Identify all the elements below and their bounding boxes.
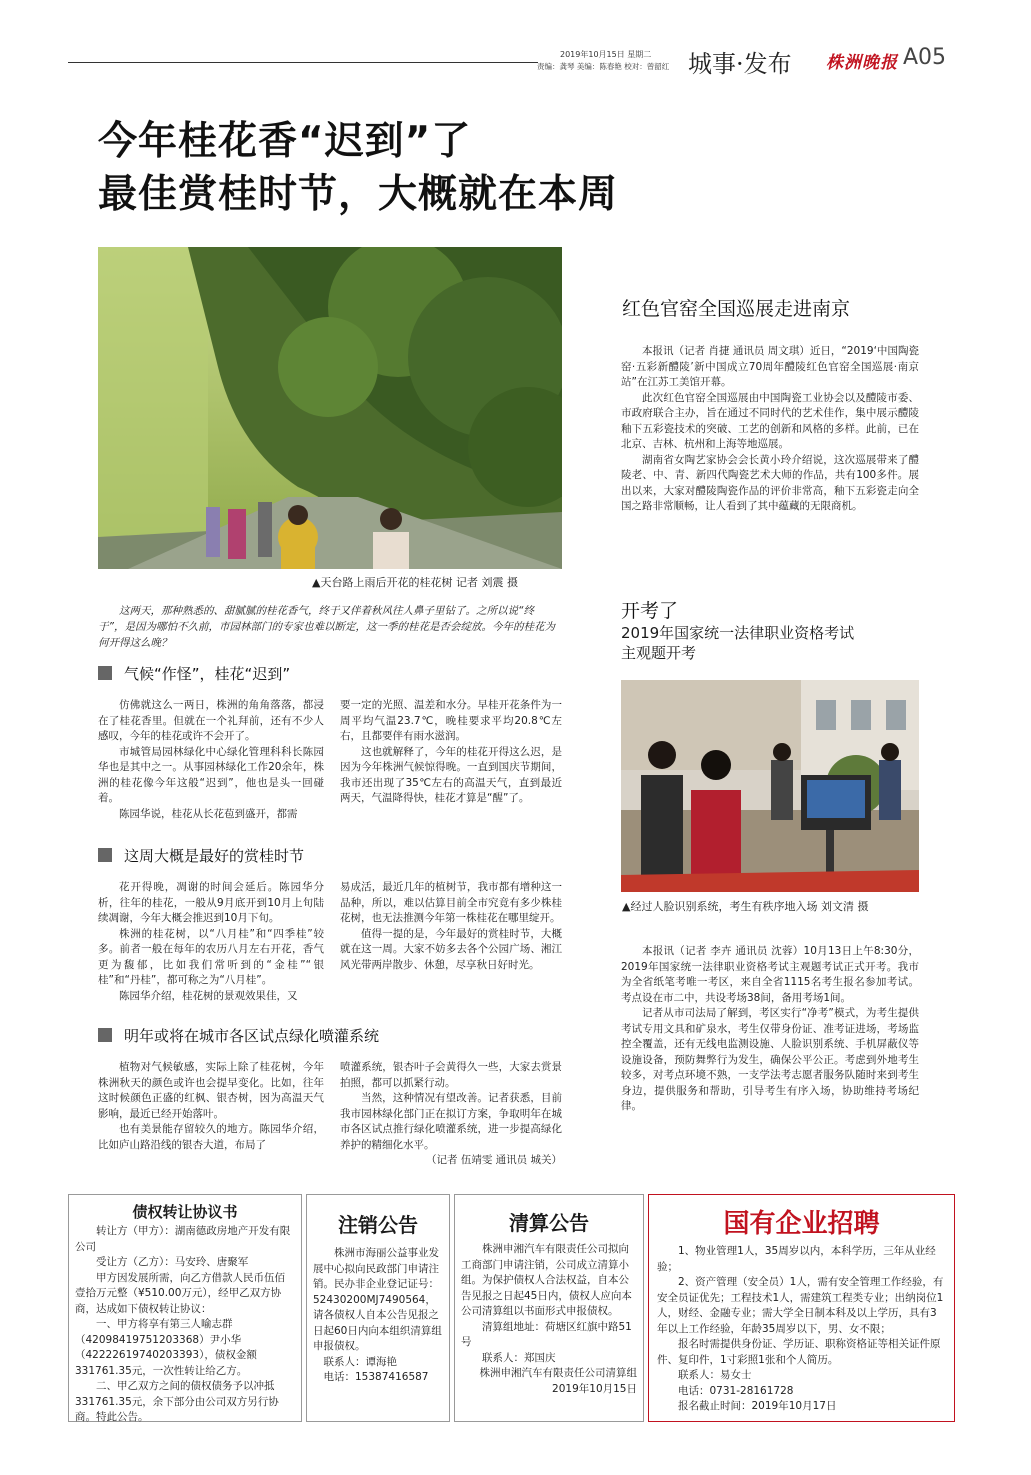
section-heading-3: 明年或将在城市各区试点绿化喷灌系统 [98,1025,560,1047]
story3-subtitle-2: 主观题开考 [621,644,697,662]
story3-kicker: 开考了 [621,600,679,622]
section-2-right-column: 易成活，最近几年的植树节，我市都有增种这一品种，所以，难以估算目前全市究竟有多少株桂花树，也无法推测今年第一株桂花在哪里绽开。 值得一提的是，今年最好的赏桂时节，大概就在这一周。大家不妨多去各个公园广场、湘江风光带两岸散步、休憩，尽享秋日好时光。 [340,881,562,971]
story2-body: 本报讯（记者 肖捷 通讯员 周文琪）近日，“2019‘中国陶瓷窑·五彩新醴陵’新中国成立70周年醴陵红色官窑全国巡展·南京站”在江苏工美馆开幕。 此次红色官窑全国巡展由中国陶瓷工业协会以及醴陵市委、市政府联合主办，旨在通过不同时代的艺术佳作，集中展示醴陵釉下五彩瓷技术的突破、工艺的创新和风格的多样。此前，已在北京、吉林、杭州和上海等地巡展。 湖南省女陶艺家协会会长黄小玲介绍说，这次巡展带来了醴陵老、中、青、新四代陶瓷艺术大师的作品，共有100多件。展出以来，大家对醴陵陶瓷作品的评价非常高，釉下五彩瓷走向全国之路非常顺畅，让人看到了其中蕴藏的无限商机。 [621,345,919,512]
header-editor: 责编：龚琴 美编：陈春艳 校对：曾韶红 [537,62,670,71]
header-date: 2019年10月15日 星期二 [560,50,652,59]
story3-body: 本报讯（记者 李卉 通讯员 沈蓉）10月13日上午8:30分，2019年国家统一法律职业资格考试主观题考试正式开考。我市为全省纸笔考唯一考区，来自全省1115名考生报名参加考试。考点设在市二中，共设考场38间，备用考场1间。 记者从市司法局了解到，考区实行“净考”模式，为考生提供考试专用文具和矿泉水，考生仅带身份证、准考证进场，考场监控全覆盖，还有无线电监测设施、人脸识别系统、手机屏蔽仪等设施设备，预防舞弊行为发生，确保公平公正。考虑到外地考生较多，对考点环境不熟，一支学法考志愿者服务队随时来到考生身边，提供服务和帮助，引导考生有序入场，协助维持考场纪律。 [621,945,919,1112]
section-2-left-column: 花开得晚，凋谢的时间会延后。陈园华分析，往年的桂花，一般从9月底开到10月上旬陆续凋谢，今年大概会推迟到10月下旬。 株洲的桂花树，以“八月桂”和“四季桂”较多。前者一般在每年的农历八月左右开花，香气更为馥郁，比如我们常听到的“金桂”“银桂”和“丹桂”，都可称之为“八月桂”。 陈园华介绍，桂花树的景观效果佳，又 [98,881,324,1002]
exam-photo-caption: ▲经过人脸识别系统，考生有秩序地入场 刘文清 摄 [622,900,869,913]
section-1-left-column: 仿佛就这么一两日，株洲的角角落落，都浸在了桂花香里。但就在一个礼拜前，还有不少人感叹，今年的桂花或许不会开了。 市城管局园林绿化中心绿化管理科科长陈园华也是其中之一。从事园林绿化工作20余年，株洲的桂花像今年这般“迟到”，他也是头一回碰着。 陈园华说，桂花从长花苞到盛开，都需 [98,699,324,820]
main-photo [98,247,562,569]
osmanthus-trees-photo [98,247,562,569]
headline-line-2: 最佳赏桂时节，大概就在本周 [98,172,619,217]
header-rule [68,62,538,63]
newspaper-logo: 株洲晚报 [826,53,898,73]
ad-liquidation-notice: 清算公告 株洲申湘汽车有限责任公司拟向工商部门申请注销，公司成立清算小组。为保护债权人合法权益，自本公告见报之日起45日内，债权人应向本公司清算组以书面形式申报债权。 清算组地址：荷塘区红旗中路51号 联系人：郑国庆 株洲申湘汽车有限责任公司清算组 2019年10月15日 [454,1194,644,1422]
lead-paragraph: 这两天，那种熟悉的、甜腻腻的桂花香气，终于又伴着秋风往人鼻子里钻了。之所以说“终于”，是因为哪怕不久前，市园林部门的专家也难以断定，这一季的桂花是否会绽放。今年的桂花为何开得这么晚？ [98,605,555,649]
section-title: 城事·发布 [688,50,792,78]
exam-entrance-photo [621,680,919,892]
ad-cancellation-notice: 注销公告 株洲市海丽公益事业发展中心拟向民政部门申请注销。民办非企业登记证号：52430200MJ7490564，请各债权人自本公告见报之日起60日内向本组织清算组申报债权。 联系人：谭海艳 电话：15387416587 [306,1194,450,1422]
page-number: A05 [903,45,947,70]
story3-subtitle-1: 2019年国家统一法律职业资格考试 [621,624,855,642]
main-photo-caption: ▲天台路上雨后开花的桂花树 记者 刘震 摄 [312,576,518,589]
section-3-right-column: 喷灌系统，银杏叶子会黄得久一些，大家去赏景拍照，都可以抓紧行动。 当然，这种情况有望改善。记者获悉，目前我市园林绿化部门正在拟订方案，争取明年在城市各区试点推行绿化喷灌系统，进一步提高绿化养护的精细化水平。 （记者 伍靖雯 通讯员 城关） [340,1060,562,1169]
headline-line-1: 今年桂花香“迟到”了 [98,119,472,164]
section-3-left-column: 植物对气候敏感，实际上除了桂花树，今年株洲秋天的颜色或许也会提早变化。比如，往年这时候颜色正盛的红枫、银杏树，因为高温天气影响，最近已经开始落叶。 也有美景能存留较久的地方。陈园华介绍，比如庐山路沿线的银杏大道，布局了 [98,1061,324,1151]
section-marker-icon [98,1028,112,1042]
section-1-right-column: 要一定的光照、温差和水分。早桂开花条件为一周平均气温23.7℃，晚桂要求平均20.8℃左右，且都要伴有雨水滋润。 这也就解释了，今年的桂花开得这么迟，是因为今年株洲气候惊得晚。一直到国庆节期间，我市还出现了35℃左右的高温天气，直到最近两天，气温降得快，桂花才算是“醒”了。 [340,699,562,804]
section-heading-1: 气候“作怪”，桂花“迟到” [98,663,560,685]
section-marker-icon [98,848,112,862]
ad-soe-recruitment: 国有企业招聘 1、物业管理1人，35周岁以内，本科学历，三年从业经验； 2、资产管理（安全员）1人，需有安全管理工作经验，有安全员证优先；工程技术1人，需建筑工程类专业；出纳岗位1人，财经、金融专业；需大学全日制本科及以上学历，具有3年以上工作经验，年龄35周岁以下，男、女不限； 报名时需提供身份证、学历证、职称资格证等相关证件原件、复印件，1寸彩照1张和个人简历。 联系人：易女士 电话：0731-28161728 报名截止时间：2019年10月17日 [648,1194,955,1422]
byline: （记者 伍靖雯 通讯员 城关） [425,1154,562,1166]
story2-title: 红色官窑全国巡展走进南京 [622,298,851,320]
exam-photo [621,680,919,892]
section-marker-icon [98,666,112,680]
section-heading-2: 这周大概是最好的赏桂时节 [98,845,560,867]
ad-debt-transfer: 债权转让协议书 转让方（甲方）：湖南德政房地产开发有限公司 受让方（乙方）：马安玲、唐聚军 甲方因发展所需，向乙方借款人民币伍佰壹拾万元整（¥510.00万元），经甲乙双方协商，达成如下债权转让协议： 一、甲方将享有第三人喻志群（42098419751203368）尹小华（42222619740203393），债权金额331761.35元，一次性转让给乙方。 二、甲乙双方之间的债权债务予以冲抵331761.35元，余下部分由公司双方另行协商。特此公告。 [68,1194,302,1422]
